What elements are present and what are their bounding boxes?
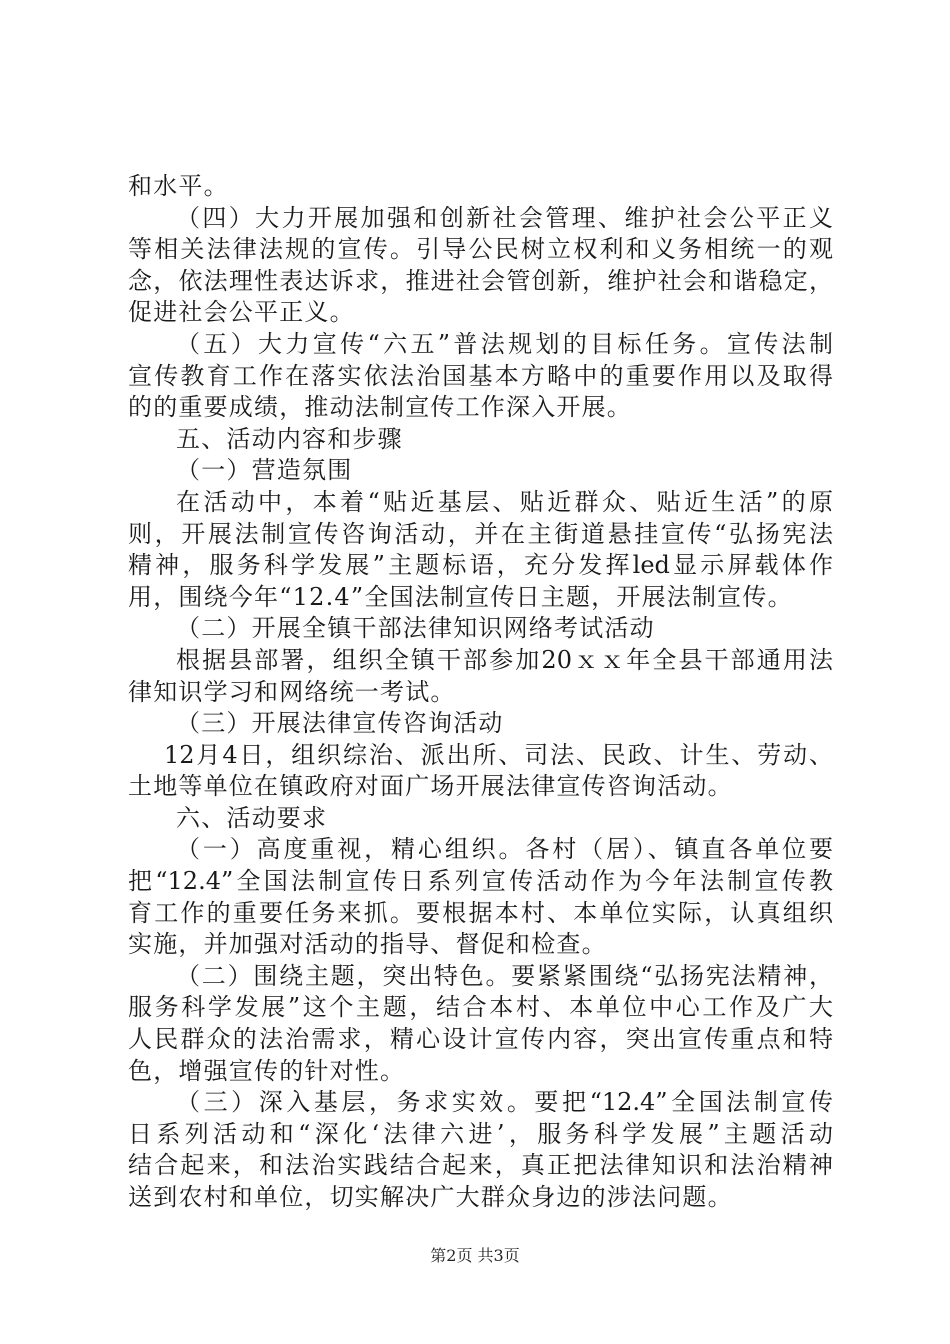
text-line: 念，依法理性表达诉求，推进社会管创新，维护社会和谐稳定， xyxy=(128,266,833,295)
text-line: 宣传教育工作在落实依法治国基本方略中的重要作用以及取得 xyxy=(128,361,833,390)
text-line: 服务科学发展”这个主题，结合本村、本单位中心工作及广大 xyxy=(128,993,833,1022)
text-line: 用，围绕今年“12.4”全国法制宣传日主题，开展法制宣传。 xyxy=(128,582,793,611)
text-line: 律知识学习和网络统一考试。 xyxy=(128,677,456,706)
text-line: 和水平。 xyxy=(128,172,229,200)
text-line: 实施，并加强对活动的指导、督促和检查。 xyxy=(128,930,607,959)
text-line: 育工作的重要任务来抓。要根据本村、本单位实际，认真组织 xyxy=(128,898,833,927)
text-line: （一）营造氛围 xyxy=(176,456,353,485)
text-line: 等相关法律法规的宣传。引导公民树立权利和义务相统一的观 xyxy=(128,235,833,264)
text-line: （二）围绕主题，突出特色。要紧紧围绕“弘扬宪法精神， xyxy=(176,961,833,990)
page-number-footer: 第2页 共3页 xyxy=(430,1246,520,1265)
text-line: 色，增强宣传的针对性。 xyxy=(128,1056,406,1085)
text-line: 结合起来，和法治实践结合起来，真正把法律知识和法治精神 xyxy=(128,1151,833,1180)
text-line: 则，开展法制宣传咨询活动，并在主街道悬挂宣传“弘扬宪法 xyxy=(128,519,833,548)
text-line: （二）开展全镇干部法律知识网络考试活动 xyxy=(176,614,655,643)
text-line: 根据县部署，组织全镇干部参加20ｘｘ年全县干部通用法 xyxy=(176,645,833,674)
document-body xyxy=(128,171,833,1214)
text-line: 的的重要成绩，推动法制宣传工作深入开展。 xyxy=(128,393,632,422)
text-line: （一）高度重视，精心组织。各村（居）、镇直各单位要 xyxy=(176,835,833,864)
text-line: 人民群众的法治需求，精心设计宣传内容，突出宣传重点和特 xyxy=(128,1025,833,1054)
text-line: （五）大力宣传“六五”普法规划的目标任务。宣传法制 xyxy=(176,329,833,358)
text-line: （三）开展法律宣传咨询活动 xyxy=(176,709,504,738)
text-line: 土地等单位在镇政府对面广场开展法律宣传咨询活动。 xyxy=(128,772,733,801)
text-line: （三）深入基层，务求实效。要把“12.4”全国法制宣传 xyxy=(176,1088,833,1117)
text-line: 日系列活动和“深化‘法律六进’，服务科学发展”主题活动 xyxy=(128,1119,833,1148)
text-line: 在活动中，本着“贴近基层、贴近群众、贴近生活”的原 xyxy=(176,487,833,516)
text-line: 把“12.4”全国法制宣传日系列宣传活动作为今年法制宣传教 xyxy=(128,867,833,896)
text-line: 五、活动内容和步骤 xyxy=(176,424,403,453)
text-line: 送到农村和单位，切实解决广大群众身边的涉法问题。 xyxy=(128,1183,733,1211)
text-line: 六、活动要求 xyxy=(176,803,328,832)
text-line: 精神，服务科学发展”主题标语，充分发挥led显示屏载体作 xyxy=(128,551,833,580)
text-line: （四）大力开展加强和创新社会管理、维护社会公平正义 xyxy=(176,203,833,232)
text-line: 12月4日，组织综治、派出所、司法、民政、计生、劳动、 xyxy=(164,740,833,769)
text-line: 促进社会公平正义。 xyxy=(128,298,355,327)
